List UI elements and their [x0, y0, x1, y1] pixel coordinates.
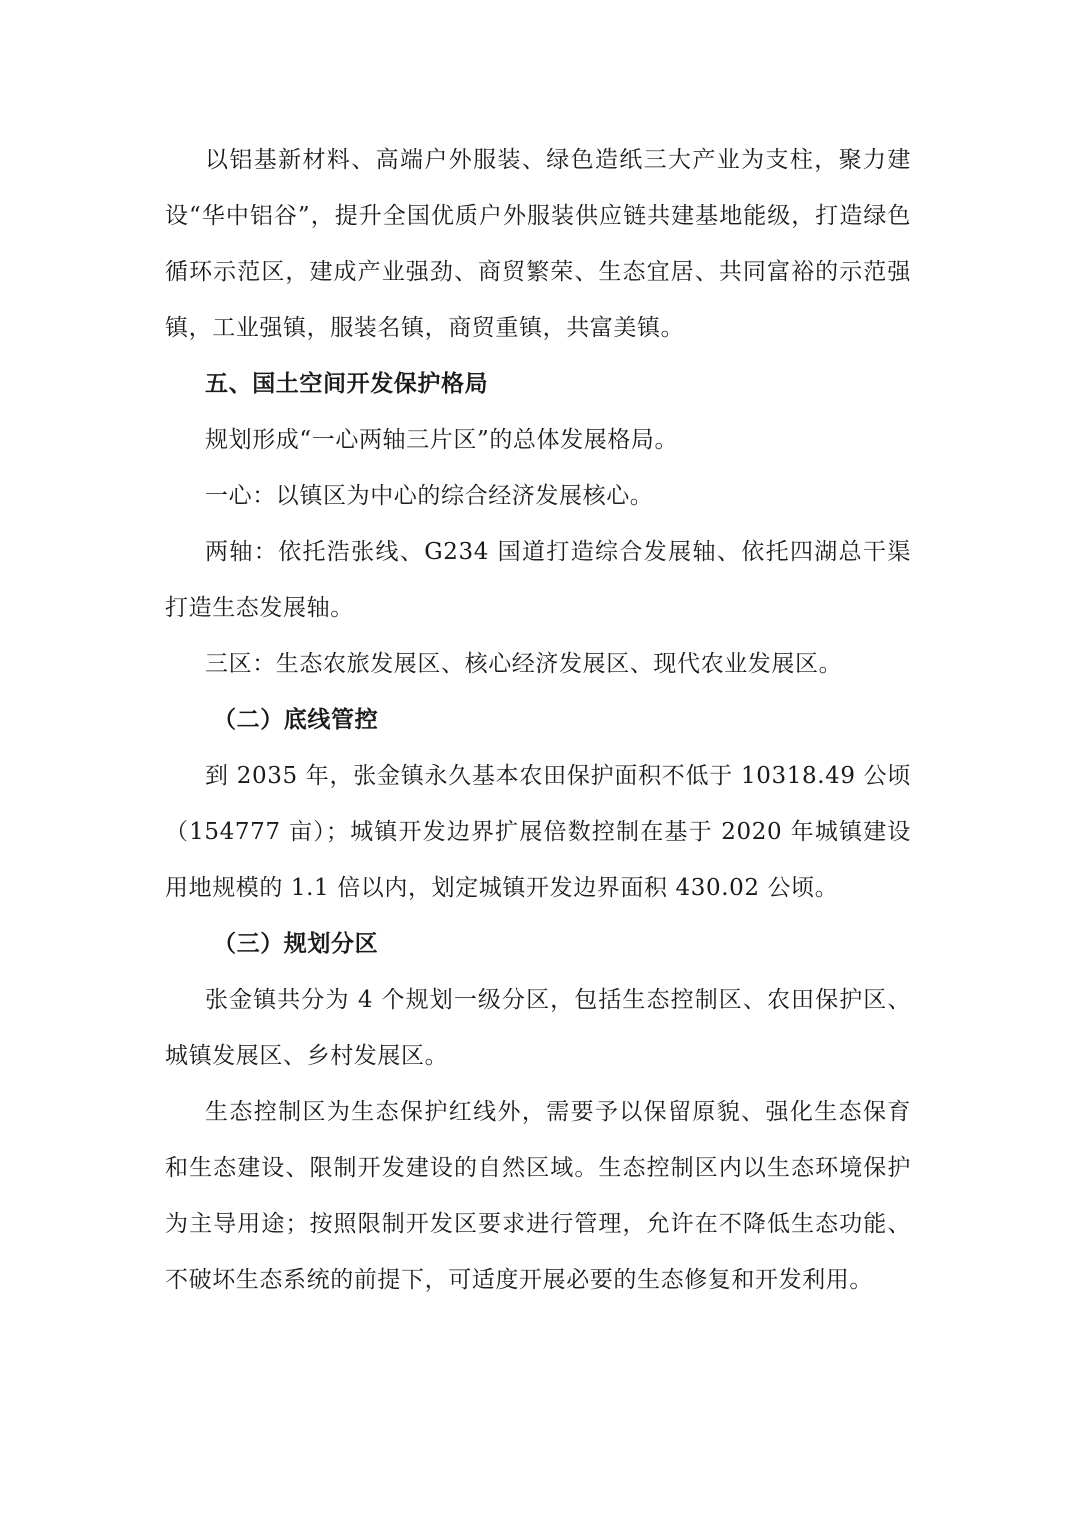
section-heading-spatial-pattern: 五、国土空间开发保护格局	[205, 371, 489, 397]
paragraph-zone-count: 张金镇共分为 4 个规划一级分区，包括生态控制区、农田保护区、城镇发展区、乡村发展区。	[165, 987, 911, 1069]
paragraph-industry-pillars: 以铝基新材料、高端户外服装、绿色造纸三大产业为支柱，聚力建设“华中铝谷”，提升全国优质户外服装供应链共建基地能级，打造绿色循环示范区，建成产业强劲、商贸繁荣、生态宜居、共同富裕的示范强镇，工业强镇，服装名镇，商贸重镇，共富美镇。	[165, 147, 911, 341]
paragraph-two-axes: 两轴：依托浩张线、G234 国道打造综合发展轴、依托四湖总干渠打造生态发展轴。	[165, 539, 911, 621]
paragraph-one-center: 一心：以镇区为中心的综合经济发展核心。	[205, 483, 654, 509]
subsection-heading-bottom-line: （二）底线管控	[213, 707, 379, 733]
paragraph-ecological-control-zone: 生态控制区为生态保护红线外，需要予以保留原貌、强化生态保育和生态建设、限制开发建设的自然区域。生态控制区内以生态环境保护为主导用途；按照限制开发区要求进行管理，允许在不降低生态功能、不破坏生态系统的前提下，可适度开展必要的生态修复和开发利用。	[165, 1099, 911, 1293]
document-page	[165, 132, 911, 1308]
paragraph-three-zones: 三区：生态农旅发展区、核心经济发展区、现代农业发展区。	[205, 651, 843, 677]
paragraph-overall-pattern: 规划形成“一心两轴三片区”的总体发展格局。	[205, 427, 679, 453]
paragraph-bottom-line-control: 到 2035 年，张金镇永久基本农田保护面积不低于 10318.49 公顷（154777 亩）；城镇开发边界扩展倍数控制在基于 2020 年城镇建设用地规模的 1.1 倍以内，划定城镇开发边界面积 430.02 公顷。	[165, 763, 911, 901]
subsection-heading-planning-zones: （三）规划分区	[213, 931, 379, 957]
